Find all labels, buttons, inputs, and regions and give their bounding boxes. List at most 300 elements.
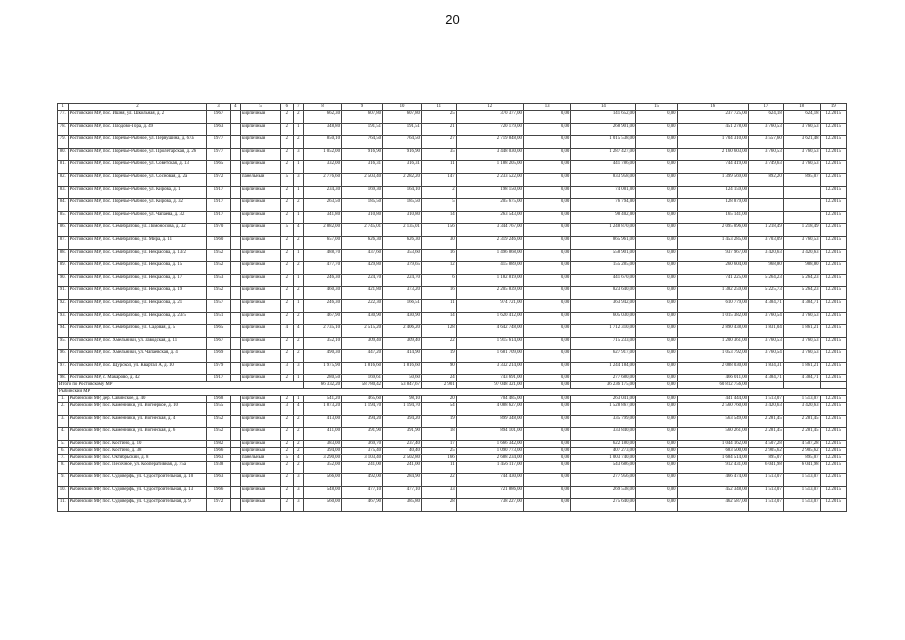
table-row bbox=[58, 461, 847, 474]
table-cell: 0,00 bbox=[636, 161, 677, 174]
table-cell: 0,00 bbox=[523, 287, 570, 300]
table-cell: 90. bbox=[58, 274, 69, 287]
table-cell: 141 652,00 bbox=[571, 111, 636, 124]
table-cell: 12.2015 bbox=[820, 375, 846, 382]
table-cell: 407 273,00 bbox=[571, 447, 636, 454]
table-cell: 895,07 bbox=[783, 173, 820, 186]
table-cell: 12.2015 bbox=[820, 441, 846, 448]
table-cell: 451 278,00 bbox=[677, 123, 749, 136]
table-cell: 2 bbox=[281, 428, 294, 441]
table-cell: 1 bbox=[293, 186, 304, 199]
table-cell: 1 684 514,00 bbox=[677, 454, 749, 461]
table-cell: 94. bbox=[58, 325, 69, 338]
table-cell: 1 015 382,00 bbox=[677, 312, 749, 325]
table-cell: кирпичный bbox=[241, 325, 281, 338]
table-cell: 11 bbox=[421, 461, 456, 474]
table-cell: 477,70 bbox=[304, 262, 342, 275]
table-cell: 246,30 bbox=[304, 274, 342, 287]
table-cell: 84. bbox=[58, 199, 69, 212]
table-cell: кирпичный bbox=[241, 312, 281, 325]
table-cell: 0,00 bbox=[636, 325, 677, 338]
table-cell: 2 233 522,00 bbox=[456, 173, 523, 186]
table-cell: 1 200 361,00 bbox=[677, 337, 749, 350]
table-cell: 12.2015 bbox=[820, 415, 846, 428]
table-cell: 895,07 bbox=[783, 454, 820, 461]
table-cell: 2 bbox=[281, 136, 294, 149]
table-cell: 3 bbox=[293, 486, 304, 499]
address-cell: Ростовский МР, пос. Поречье-Рыбное, ул. Кирова, д. 1 bbox=[68, 186, 207, 199]
table-cell: 12.2015 bbox=[820, 447, 846, 454]
table-cell: 4 384,71 bbox=[783, 299, 820, 312]
table-cell: кирпичный bbox=[241, 441, 281, 448]
address-cell: Ростовский МР, пос. Ишня, ул. Школьная, д. 2 bbox=[68, 111, 207, 124]
table-cell: 155 285,00 bbox=[571, 262, 636, 275]
table-cell: 3 703,09 bbox=[749, 236, 784, 249]
table-cell: 3 420,63 bbox=[783, 403, 820, 416]
table-cell: 12.2015 bbox=[820, 403, 846, 416]
table-cell: 2 515,20 bbox=[341, 325, 382, 338]
table-cell: 12.2015 bbox=[820, 474, 846, 487]
table-cell: 241,00 bbox=[383, 461, 422, 474]
table-cell bbox=[230, 403, 241, 416]
table-cell: 222,30 bbox=[341, 299, 382, 312]
table-cell bbox=[230, 136, 241, 149]
table-row bbox=[58, 211, 847, 224]
table-cell: 0,00 bbox=[523, 403, 570, 416]
table-cell: 0,00 bbox=[636, 447, 677, 454]
table-cell bbox=[230, 249, 241, 262]
table-cell: 1965 bbox=[207, 325, 230, 338]
table-row bbox=[58, 199, 847, 212]
table-cell: 12.2015 bbox=[820, 199, 846, 212]
table-cell: 0,00 bbox=[523, 123, 570, 136]
address-cell: Ростовский МР, пос. Семибратово, ул. Некрасова, д. 15 bbox=[68, 262, 207, 275]
table-cell: 1957 bbox=[207, 299, 230, 312]
table-cell: 0,00 bbox=[523, 236, 570, 249]
table-cell: 0,00 bbox=[523, 474, 570, 487]
table-cell: 2 bbox=[293, 262, 304, 275]
table-cell bbox=[230, 454, 241, 461]
table-cell: 899 348,00 bbox=[456, 415, 523, 428]
table-cell: 1952 bbox=[207, 415, 230, 428]
table-row bbox=[58, 486, 847, 499]
table-cell: 0,00 bbox=[523, 396, 570, 403]
table-cell: 865 961,00 bbox=[571, 236, 636, 249]
table-cell: 0,00 bbox=[636, 199, 677, 212]
table-cell: 1 044 162,00 bbox=[677, 441, 749, 448]
table-cell: 1 528 867,00 bbox=[571, 403, 636, 416]
table-cell: 391,90 bbox=[383, 428, 422, 441]
table-cell: 0,00 bbox=[523, 454, 570, 461]
table-cell: 12.2015 bbox=[820, 224, 846, 237]
table-cell: 3 448 030,00 bbox=[456, 148, 523, 161]
table-cell: 1953 bbox=[207, 274, 230, 287]
table-cell: 2 bbox=[293, 447, 304, 454]
table-cell: 19 bbox=[421, 415, 456, 428]
table-cell bbox=[230, 274, 241, 287]
table-cell: 3 621,48 bbox=[783, 136, 820, 149]
table-row bbox=[58, 287, 847, 300]
table-cell: 627 917,00 bbox=[571, 350, 636, 363]
table-cell: 80. bbox=[58, 148, 69, 161]
table-cell: 277 956,00 bbox=[571, 474, 636, 487]
table-cell: 275 640,00 bbox=[571, 499, 636, 512]
table-cell: 2 bbox=[293, 441, 304, 448]
table-cell: 0,00 bbox=[523, 375, 570, 382]
table-cell: 895,07 bbox=[749, 454, 784, 461]
table-cell: 0,00 bbox=[523, 161, 570, 174]
table-cell: 2 bbox=[293, 136, 304, 149]
table-cell: 1967 bbox=[207, 337, 230, 350]
table-cell: 5 225,73 bbox=[749, 287, 784, 300]
table-row bbox=[58, 375, 847, 382]
table-cell: 147 bbox=[421, 173, 456, 186]
address-cell: Ростовский МР, с. Макарово, д. 42 bbox=[68, 375, 207, 382]
table-cell: 0,00 bbox=[523, 461, 570, 474]
table-cell: 0,00 bbox=[636, 403, 677, 416]
table-cell bbox=[749, 211, 784, 224]
table-cell bbox=[230, 461, 241, 474]
table-row bbox=[58, 186, 847, 199]
table-cell: 12.2015 bbox=[820, 461, 846, 474]
table-cell: 605 030,00 bbox=[571, 312, 636, 325]
table-cell: 12.2015 bbox=[820, 299, 846, 312]
table-cell: 0,00 bbox=[523, 325, 570, 338]
table-cell: 0,00 bbox=[636, 454, 677, 461]
table-cell: 16 bbox=[421, 249, 456, 262]
table-cell bbox=[230, 161, 241, 174]
table-cell: 0,00 bbox=[636, 211, 677, 224]
table-cell: 3 420,63 bbox=[749, 403, 784, 416]
table-cell bbox=[783, 211, 820, 224]
address-cell: Рыбинский МР, пос. Каменники, ул. Вогнеская, д. 6 bbox=[68, 428, 207, 441]
table-cell: 12.2015 bbox=[820, 148, 846, 161]
table-cell: 1 816,60 bbox=[383, 362, 422, 375]
table-cell: 2 bbox=[281, 415, 294, 428]
table-cell: 284,90 bbox=[383, 474, 422, 487]
table-cell bbox=[230, 350, 241, 363]
table-cell: 394,20 bbox=[341, 415, 382, 428]
table-cell: 0,00 bbox=[636, 486, 677, 499]
total-cell: 66 332,20 bbox=[304, 382, 342, 389]
table-cell: 2 281,45 bbox=[749, 428, 784, 441]
table-cell: 3 760,53 bbox=[783, 337, 820, 350]
table-cell: 2 688 234,00 bbox=[456, 454, 523, 461]
table-cell: 332,00 bbox=[304, 161, 342, 174]
table-cell: 3 bbox=[293, 173, 304, 186]
table-cell: 0,00 bbox=[523, 441, 570, 448]
table-cell: кирпичный bbox=[241, 123, 281, 136]
table-cell: 452 348,00 bbox=[677, 486, 749, 499]
table-cell: 1 666 342,00 bbox=[456, 441, 523, 448]
column-number-cell: 7 bbox=[293, 104, 304, 111]
table-cell: 892,20 bbox=[749, 173, 784, 186]
table-cell: 3 420,63 bbox=[783, 249, 820, 262]
table-cell: кирпичный bbox=[241, 403, 281, 416]
table-cell: 741 225,00 bbox=[677, 274, 749, 287]
table-cell: 744 430,00 bbox=[456, 474, 523, 487]
column-number-cell: 3 bbox=[207, 104, 230, 111]
table-cell: 4 507,28 bbox=[749, 441, 784, 448]
total-cell: 53 847,67 bbox=[383, 382, 422, 389]
table-cell: 33 bbox=[421, 486, 456, 499]
table-cell: 1 bbox=[293, 274, 304, 287]
table-cell: 1 453 285,00 bbox=[677, 236, 749, 249]
table-cell: 0,00 bbox=[636, 428, 677, 441]
table-cell: 0,00 bbox=[636, 474, 677, 487]
table-cell: 385,80 bbox=[383, 499, 422, 512]
table-cell: 2 776,60 bbox=[304, 173, 342, 186]
address-cell: Ростовский МР, пос. Хмельники, ул. Чапаевская, д. 4 bbox=[68, 350, 207, 363]
table-cell: кирпичный bbox=[241, 111, 281, 124]
table-cell: кирпичный bbox=[241, 299, 281, 312]
table-cell: 12.2015 bbox=[820, 350, 846, 363]
table-cell: 92. bbox=[58, 299, 69, 312]
table-cell: 310,80 bbox=[341, 211, 382, 224]
address-cell: Рыбинский МР, пос. Каменники, ул. Вогнеркое, д. 10 bbox=[68, 403, 207, 416]
table-cell: 430,90 bbox=[341, 312, 382, 325]
table-cell: 2 bbox=[293, 415, 304, 428]
table-cell: 2 135,01 bbox=[383, 224, 422, 237]
table-cell: 263 041,00 bbox=[571, 396, 636, 403]
table-cell: 2 bbox=[281, 274, 294, 287]
table-cell: 465,60 bbox=[341, 396, 382, 403]
table-row bbox=[58, 136, 847, 149]
table-cell: 241,00 bbox=[341, 461, 382, 474]
table-cell bbox=[230, 396, 241, 403]
table-cell: 1917 bbox=[207, 211, 230, 224]
table-cell: 414,90 bbox=[383, 350, 422, 363]
table-cell: 1972 bbox=[207, 173, 230, 186]
table-cell: 1970 bbox=[207, 224, 230, 237]
table-cell: 12 bbox=[421, 262, 456, 275]
table-cell: 0,00 bbox=[523, 312, 570, 325]
table-cell: 437,60 bbox=[341, 249, 382, 262]
table-cell: 4 bbox=[293, 454, 304, 461]
table-cell: 12.2015 bbox=[820, 454, 846, 461]
table-cell: 0,00 bbox=[523, 262, 570, 275]
table-cell: 198 150,00 bbox=[456, 186, 523, 199]
table-cell: 1963 bbox=[207, 474, 230, 487]
table-cell: 97. bbox=[58, 362, 69, 375]
table-cell: 0,00 bbox=[636, 441, 677, 448]
table-cell: 78. bbox=[58, 123, 69, 136]
table-cell: 4 bbox=[293, 403, 304, 416]
table-cell: 269 538,00 bbox=[571, 486, 636, 499]
table-cell: 0,00 bbox=[523, 428, 570, 441]
total-empty-cell bbox=[783, 382, 820, 389]
address-cell: Рыбинский МР, пос. Каменники, ул. Вогнеская, д. 4 bbox=[68, 415, 207, 428]
table-cell: 1965 bbox=[207, 161, 230, 174]
table-cell bbox=[230, 486, 241, 499]
table-cell: 477,10 bbox=[341, 486, 382, 499]
table-cell: 2 160 603,00 bbox=[677, 148, 749, 161]
table-cell: 2 bbox=[293, 461, 304, 474]
table-cell: 610 779,00 bbox=[677, 299, 749, 312]
table-cell: 0,00 bbox=[523, 337, 570, 350]
table-cell: 341,80 bbox=[304, 211, 342, 224]
table-row bbox=[58, 447, 847, 454]
table-cell: 4 642 748,00 bbox=[456, 325, 523, 338]
table-cell: 0,00 bbox=[636, 375, 677, 382]
table-cell: 2 bbox=[293, 350, 304, 363]
address-cell: Ростовский МР, пос. Щурскол, ул. Квартал А, д. 10 bbox=[68, 362, 207, 375]
table-cell: 87. bbox=[58, 236, 69, 249]
table-cell: 823 640,00 bbox=[571, 287, 636, 300]
table-cell: 12.2015 bbox=[820, 136, 846, 149]
table-cell: 128 879,00 bbox=[677, 199, 749, 212]
table-cell: 462 587,00 bbox=[677, 499, 749, 512]
table-cell: 1 831,04 bbox=[749, 325, 784, 338]
table-cell: 12.2015 bbox=[820, 287, 846, 300]
table-cell: 1 834,31 bbox=[749, 362, 784, 375]
table-row bbox=[58, 161, 847, 174]
table-cell: 1 382 259,00 bbox=[677, 287, 749, 300]
table-cell: 237 725,00 bbox=[677, 111, 749, 124]
address-cell: Ростовский МР, пос. Поречье-Рыбное, ул. Пролетарская, д. 26 bbox=[68, 148, 207, 161]
table-cell: 0,00 bbox=[636, 350, 677, 363]
table-body bbox=[58, 104, 847, 512]
table-cell: кирпичный bbox=[241, 362, 281, 375]
address-cell: Ростовский МР, пос. Семибратово, ул. Некрасова, д. 23/5 bbox=[68, 312, 207, 325]
table-cell bbox=[230, 224, 241, 237]
address-cell: Ростовский МР, пос. Плодово-Гора, д. 49 bbox=[68, 123, 207, 136]
table-cell: 1 194,70 bbox=[341, 403, 382, 416]
table-cell: 0,00 bbox=[636, 148, 677, 161]
table-cell: 309,40 bbox=[341, 337, 382, 350]
column-number-cell: 17 bbox=[749, 104, 784, 111]
table-cell: 375,40 bbox=[341, 447, 382, 454]
address-cell: Ростовский МР, пос. Поречье-Рыбное, ул. Первушина, д. 67а bbox=[68, 136, 207, 149]
table-cell: 1963 bbox=[207, 123, 230, 136]
table-cell bbox=[230, 199, 241, 212]
table-cell: 2. bbox=[58, 403, 69, 416]
table-cell: 1 681 709,00 bbox=[456, 350, 523, 363]
table-cell: 477,10 bbox=[383, 486, 422, 499]
table-row bbox=[58, 262, 847, 275]
section-title: Рыбинский МР bbox=[58, 389, 847, 396]
table-cell: 1966 bbox=[207, 447, 230, 454]
table-cell: 626,30 bbox=[383, 236, 422, 249]
table-row bbox=[58, 148, 847, 161]
table-cell: кирпичный bbox=[241, 211, 281, 224]
table-cell: 6 bbox=[421, 274, 456, 287]
table-cell: кирпичный bbox=[241, 274, 281, 287]
table-cell bbox=[230, 287, 241, 300]
table-row bbox=[58, 474, 847, 487]
table-cell: 93. bbox=[58, 312, 69, 325]
table-cell: 0,00 bbox=[523, 299, 570, 312]
address-cell: Ростовский МР, пос. Семибратово, ул. Некрасова, д. 19 bbox=[68, 287, 207, 300]
table-cell: 12.2015 bbox=[820, 325, 846, 338]
table-cell: 894 101,00 bbox=[456, 428, 523, 441]
table-cell: кирпичный bbox=[241, 428, 281, 441]
table-cell: кирпичный bbox=[241, 186, 281, 199]
table-cell: 369,70 bbox=[341, 441, 382, 448]
table-cell: 764,50 bbox=[383, 136, 422, 149]
table-cell bbox=[230, 312, 241, 325]
table-cell: 4. bbox=[58, 428, 69, 441]
column-number-cell: 10 bbox=[383, 104, 422, 111]
table-cell: 20 bbox=[421, 396, 456, 403]
table-cell: 1955 bbox=[207, 403, 230, 416]
table-cell: 3 749,63 bbox=[749, 161, 784, 174]
table-cell: 2 bbox=[281, 299, 294, 312]
table-cell: 2 bbox=[281, 211, 294, 224]
table-cell: кирпичный bbox=[241, 161, 281, 174]
table-cell: 156 bbox=[421, 224, 456, 237]
table-cell: 2 095 896,00 bbox=[677, 224, 749, 237]
table-cell: 624,18 bbox=[783, 111, 820, 124]
table-cell: 1 bbox=[293, 123, 304, 136]
column-number-cell: 15 bbox=[636, 104, 677, 111]
table-cell: кирпичный bbox=[241, 287, 281, 300]
table-cell: 1 bbox=[293, 375, 304, 382]
table-cell bbox=[230, 428, 241, 441]
table-cell: 3 760,54 bbox=[749, 350, 784, 363]
table-cell: 0,00 bbox=[636, 415, 677, 428]
table-cell: 833 958,00 bbox=[571, 173, 636, 186]
table-cell: 1 513,07 bbox=[749, 499, 784, 512]
table-cell: 0,00 bbox=[523, 211, 570, 224]
table-cell: 3 760,53 bbox=[749, 337, 784, 350]
table-cell: 2 bbox=[281, 111, 294, 124]
table-cell: 662,30 bbox=[304, 111, 342, 124]
table-cell: 1917 bbox=[207, 186, 230, 199]
table-cell: 1 861,21 bbox=[783, 325, 820, 338]
table-cell: 1 513,07 bbox=[783, 474, 820, 487]
table-cell bbox=[749, 199, 784, 212]
address-cell: Рыбинский МР, пос. Судоверфь, ул. Судостроительная, д. 9 bbox=[68, 499, 207, 512]
table-cell: 560,00 bbox=[304, 499, 342, 512]
table-cell: 0,00 bbox=[523, 136, 570, 149]
table-cell: 2 882,00 bbox=[304, 224, 342, 237]
table-cell: 128 bbox=[421, 325, 456, 338]
table-cell: 2 bbox=[281, 499, 294, 512]
table-cell: 683 500,00 bbox=[677, 447, 749, 454]
table-cell: 98. bbox=[58, 375, 69, 382]
table-cell: 353,60 bbox=[383, 249, 422, 262]
table-cell bbox=[230, 186, 241, 199]
table-cell: 1 090 773,00 bbox=[456, 447, 523, 454]
table-cell: 4 088 627,00 bbox=[456, 403, 523, 416]
table-cell: 2 bbox=[281, 148, 294, 161]
table-cell: 4 bbox=[293, 325, 304, 338]
address-cell: Рыбинский МР, пос. Судоверфь, ул. Судостроительная, д. 13 bbox=[68, 486, 207, 499]
table-cell: 2 bbox=[293, 287, 304, 300]
table-cell: 2 bbox=[281, 461, 294, 474]
table-cell: 0,00 bbox=[523, 111, 570, 124]
table-cell: 10. bbox=[58, 486, 69, 499]
table-cell: 9. bbox=[58, 474, 69, 487]
table-cell: 0,00 bbox=[636, 173, 677, 186]
table-cell: 543 686,00 bbox=[571, 461, 636, 474]
table-cell: 2 319 246,00 bbox=[456, 236, 523, 249]
table-cell: 3 bbox=[293, 474, 304, 487]
table-cell: 0,00 bbox=[636, 396, 677, 403]
table-cell: 1917 bbox=[207, 375, 230, 382]
column-number-cell: 19 bbox=[820, 104, 846, 111]
table-cell: кирпичный bbox=[241, 224, 281, 237]
column-number-cell: 9 bbox=[341, 104, 382, 111]
table-cell: 2 bbox=[281, 486, 294, 499]
table-cell: 11 bbox=[421, 299, 456, 312]
table-cell: кирпичный bbox=[241, 249, 281, 262]
table-cell: 743 691,00 bbox=[456, 375, 523, 382]
table-cell: 14 bbox=[421, 312, 456, 325]
table-cell: 607,80 bbox=[341, 111, 382, 124]
table-cell: 394,00 bbox=[304, 447, 342, 454]
